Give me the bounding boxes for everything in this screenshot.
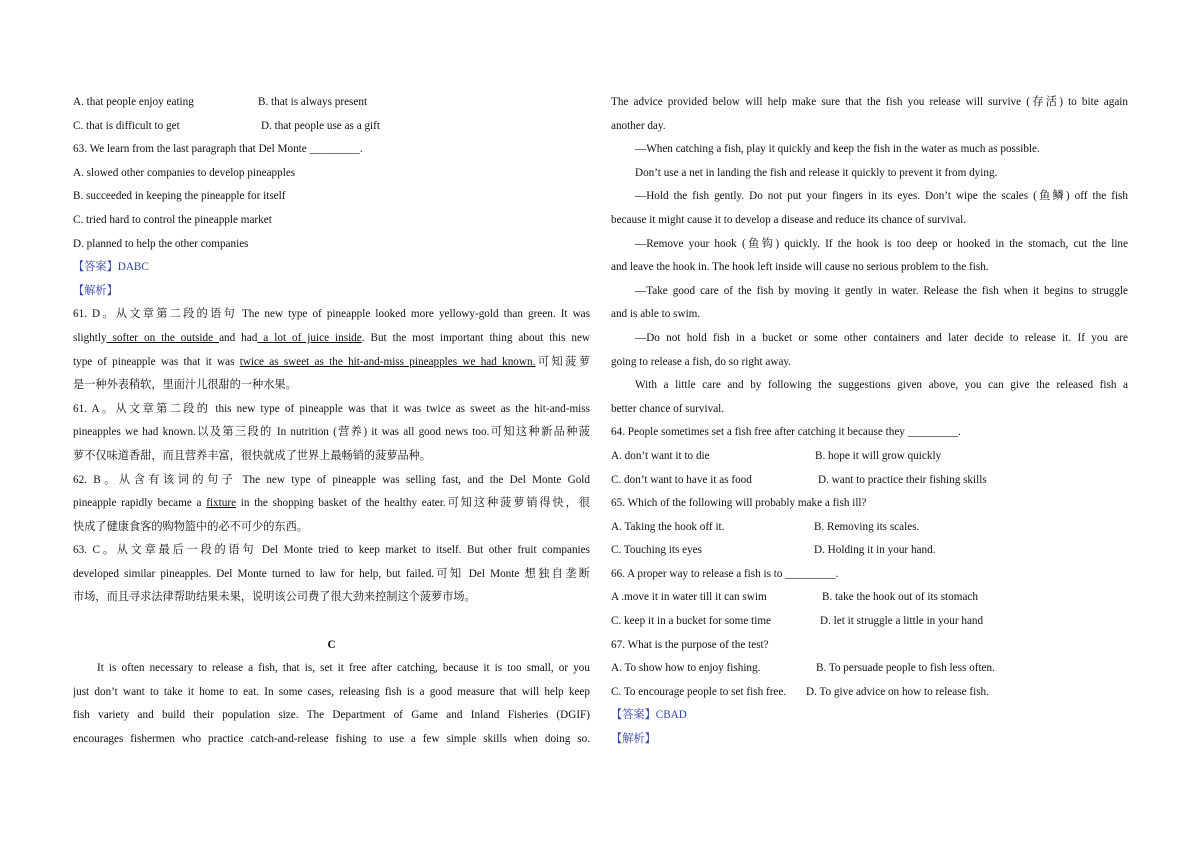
passage-c-line4: encourages fishermen who practice catch-and-release fishing to use a few simple skills when doing so. <box>73 733 590 746</box>
tip2-line1: —Hold the fish gently. Do not put your fingers in its eyes. Don’t wipe the scales (鱼鳞) off the fish <box>635 190 1128 203</box>
q62-option-d: D. that people use as a gift <box>261 119 380 132</box>
q62-options-ab <box>73 91 590 115</box>
exp62-text: in the shopping basket of the healthy eater.可知这种菠萝销得快，很 <box>236 497 590 510</box>
q63-option-b: B. succeeded in keeping the pineapple for itself <box>73 190 286 203</box>
exp61a-text: type of pineapple was that it was <box>73 355 240 368</box>
exp61a-line1: 61. D。从文章第二段的语句 The new type of pineapple looked more yellowy-gold than green. It was <box>73 308 590 321</box>
q62-options-cd <box>73 115 590 139</box>
q67-option-d: D. To give advice on how to release fish. <box>806 685 989 698</box>
tip2-line2: because it might cause it to develop a disease and reduce its chance of survival. <box>611 213 967 226</box>
q65-options-cd <box>611 539 1128 563</box>
left-column <box>73 91 590 752</box>
q64-question: 64. People sometimes set a fish free after catching it because they _________. <box>611 426 961 439</box>
q67-option-a: A. To show how to enjoy fishing. <box>611 662 761 675</box>
q64-option-d: D. want to practice their fishing skills <box>818 473 987 486</box>
q62-option-a: A. that people enjoy eating <box>73 96 194 108</box>
exp61b-line3: 萝不仅味道香甜，而且营养丰富，很快就成了世界上最畅销的菠萝品种。 <box>73 449 432 462</box>
passage-c-line2: just don’t want to take it home to eat. In some cases, releasing fish is a good measure that will help keep <box>73 685 590 698</box>
tip3-line2: and leave the hook in. The hook left inside will cause no serious problem to the fish. <box>611 261 989 274</box>
tip1-line1: —When catching a fish, play it quickly and keep the fish in the water as much as possible. <box>635 143 1040 156</box>
q66-options-cd <box>611 610 1128 634</box>
exp61a-text: 可知菠萝 <box>535 355 590 368</box>
exp61a-line2 <box>73 327 590 351</box>
q66-option-c: C. keep it in a bucket for some time <box>611 615 772 628</box>
tip5-line1: —Do not hold fish in a bucket or some other containers and later decide to release it. If you are <box>635 331 1128 344</box>
tip4-line1: —Take good care of the fish by moving it gently in water. Release the fish when it begins to struggle <box>635 284 1128 297</box>
q65-question: 65. Which of the following will probably make a fish ill? <box>611 497 867 510</box>
answer-label: 【答案】CBAD <box>611 709 687 722</box>
q65-option-d: D. Holding it in your hand. <box>814 544 936 557</box>
tip5-line2: going to release a fish, do so right away. <box>611 355 792 368</box>
spacer <box>73 610 590 634</box>
underlined-phrase: twice as sweet as the hit-and-miss pineapples we had known. <box>239 355 536 368</box>
q64-options-cd <box>611 469 1128 493</box>
exp62-line3: 快成了健康食客的购物篮中的必不可少的东西。 <box>73 520 308 533</box>
tip4-line2: and is able to swim. <box>611 308 701 321</box>
section-c-heading: C <box>327 638 336 651</box>
passage-c-line3: fish variety and build their population size. The Department of Game and Inland Fisheries (DGIF) <box>73 709 590 722</box>
exp61a-text: . But the most important thing about this new <box>361 331 590 344</box>
q63-option-c: C. tried hard to control the pineapple market <box>73 213 272 226</box>
exp62-line1: 62. B。从含有该词的句子 The new type of pineapple was selling fast, and the Del Monte Gold <box>73 473 590 486</box>
q66-options-ab <box>611 586 1128 610</box>
q63-option-d: D. planned to help the other companies <box>73 237 249 250</box>
analysis-label: 【解析】 <box>73 284 118 297</box>
q67-options-ab <box>611 657 1128 681</box>
q66-option-b: B. take the hook out of its stomach <box>822 591 978 604</box>
exp63-line1: 63. C。从文章最后一段的语句 Del Monte tried to keep market to itself. But other fruit companies <box>73 544 590 557</box>
underlined-word: fixture <box>206 497 237 510</box>
advice-intro-line2: another day. <box>611 119 666 132</box>
exp62-line2 <box>73 492 590 516</box>
q62-option-b: B. that is always present <box>258 96 368 108</box>
exp63-line3: 市场，而且寻求法律帮助结果未果，说明该公司费了很大劲来控制这个菠萝市场。 <box>73 591 476 604</box>
exp62-text: pineapple rapidly became a <box>73 497 207 510</box>
q62-option-c: C. that is difficult to get <box>73 119 180 132</box>
q65-option-c: C. Touching its eyes <box>611 544 702 557</box>
q64-option-c: C. don’t want to have it as food <box>611 473 752 486</box>
answer-label: 【答案】DABC <box>73 261 149 274</box>
q67-options-cd <box>611 681 1128 705</box>
q66-question: 66. A proper way to release a fish is to _________. <box>611 567 839 580</box>
q63-question: 63. We learn from the last paragraph that Del Monte _________. <box>73 143 363 156</box>
tip3-line1: —Remove your hook (鱼钩) quickly. If the hook is too deep or hooked in the stomach, cut the line <box>635 237 1128 250</box>
q66-option-d: D. let it struggle a little in your hand <box>820 615 984 628</box>
exp61b-line1: 61. A。从文章第二段的 this new type of pineapple was that it was twice as sweet as the hit-and-miss <box>73 402 590 415</box>
conclusion-line1: With a little care and by following the suggestions given above, you can give the released fish a <box>635 379 1128 392</box>
exp61a-text: slightly <box>73 331 107 344</box>
advice-intro-line1: The advice provided below will help make sure that the fish you release will survive (存活) to bite again <box>611 96 1128 108</box>
analysis-label: 【解析】 <box>611 733 656 746</box>
q66-option-a: A .move it in water till it can swim <box>611 591 767 604</box>
passage-c-line1: It is often necessary to release a fish, that is, set it free after catching, because it is too small, or you <box>97 662 590 675</box>
q65-options-ab <box>611 516 1128 540</box>
q64-option-b: B. hope it will grow quickly <box>815 449 942 462</box>
q65-option-a: A. Taking the hook off it. <box>611 520 725 533</box>
tip1-line2: Don’t use a net in landing the fish and release it quickly to prevent it from dying. <box>635 166 998 179</box>
q65-option-b: B. Removing its scales. <box>814 520 920 533</box>
q67-question: 67. What is the purpose of the test? <box>611 638 769 651</box>
q63-option-a: A. slowed other companies to develop pineapples <box>73 166 296 179</box>
conclusion-line2: better chance of survival. <box>611 402 725 415</box>
underlined-phrase: softer on the outside <box>106 331 220 344</box>
q64-options-ab <box>611 445 1128 469</box>
exp61b-line2: pineapples we had known.以及第三段的 In nutrition (营养) it was all good news too.可知这种新品种菠 <box>73 426 590 439</box>
exp61a-line4: 是一种外表稍软，里面汁儿很甜的一种水果。 <box>73 379 297 392</box>
q67-option-c: C. To encourage people to set fish free. <box>611 685 787 698</box>
exp61a-text: and had <box>219 331 258 344</box>
q64-option-a: A. don’t want it to die <box>611 449 710 462</box>
right-column <box>611 91 1128 752</box>
q67-option-b: B. To persuade people to fish less often. <box>816 662 995 675</box>
underlined-phrase: a lot of juice inside <box>257 331 362 344</box>
exp63-line2: developed similar pineapples. Del Monte turned to law for help, but failed.可知 Del Monte 想独自垄断 <box>73 567 590 580</box>
exp61a-line3 <box>73 351 590 375</box>
